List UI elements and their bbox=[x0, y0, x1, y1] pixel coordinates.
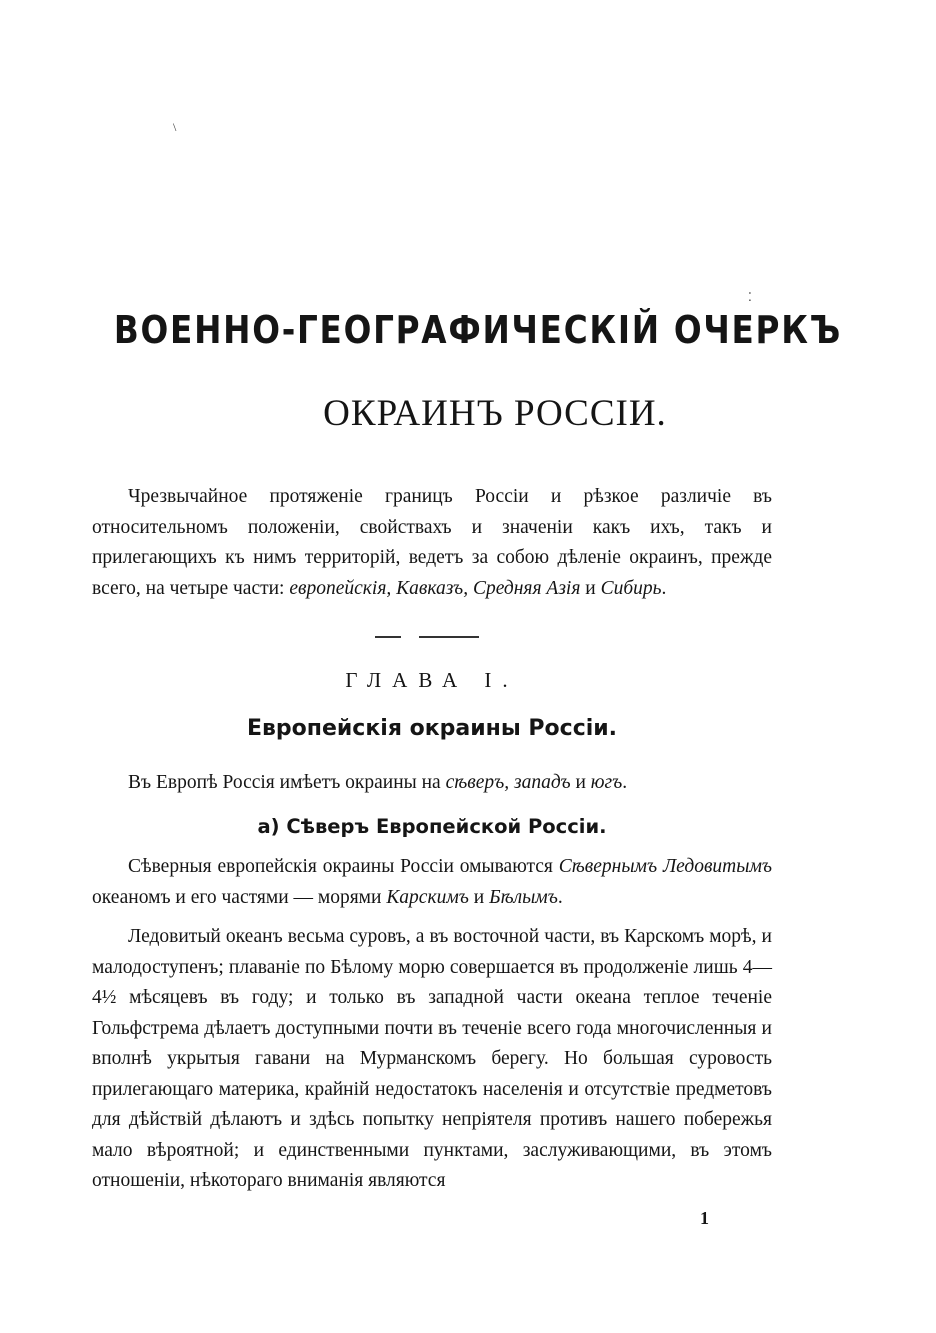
intro-paragraph bbox=[92, 482, 772, 604]
chapter-label: ГЛАВА I. bbox=[345, 668, 519, 692]
intro-end: . bbox=[661, 577, 667, 599]
intro-separator: , bbox=[463, 577, 473, 599]
ocean-paragraph: Ледовитый океанъ весьма суровъ, а въ восточной части, въ Карскомъ морѣ, и малодоступенъ; плаваніе по Бѣлому морю совершается въ продолженіе лишь 4—4½ мѣсяцевъ въ году; и только въ западной части океана теплое теченіе Гольфстрема дѣлаетъ доступными почти въ теченіе всего года многочисленныя и вполнѣ укрытыя гавани на Мурманскомъ берегу. Но большая суровость прилегающаго материка, крайній недостатокъ населенія и отсутствіе предметовъ для дѣйствій дѣлаютъ и здѣсь попытку непріятеля противъ нашего побережья мало вѣроятной; и единственными пунктами, заслуживающими, въ этомъ отношеніи, нѣкотораго вниманія являются bbox=[92, 926, 772, 1191]
europe-line-end: . bbox=[622, 772, 628, 793]
intro-part-siberia: Сибирь bbox=[600, 577, 662, 599]
north-paragraph-separator: и bbox=[468, 886, 490, 908]
intro-text: Чрезвычайное протяженіе границъ Россіи и рѣзкое различіе въ относительномъ положеніи, свойствахъ и значеніи какъ ихъ, такъ и прилегающихъ къ нимъ территорій, ведетъ за собою дѣленіе окраинъ, прежде всего, на четыре части: bbox=[92, 486, 772, 599]
north-paragraph-text: океаномъ и его частями — морями bbox=[92, 886, 387, 908]
europe-line-text: Въ Европѣ Россія имѣетъ окраины на bbox=[128, 772, 446, 793]
ocean-name: Сѣвернымъ Ледовитымъ bbox=[558, 856, 773, 877]
intro-part-caucasus: Кавказъ bbox=[396, 577, 464, 599]
border-west: западъ bbox=[514, 772, 571, 793]
europe-line-separator: , bbox=[504, 772, 514, 793]
intro-separator: , bbox=[386, 577, 397, 599]
north-paragraph-end: . bbox=[557, 886, 563, 908]
print-speck: \ bbox=[173, 120, 177, 134]
europe-line-separator: и bbox=[570, 772, 591, 793]
border-north: сѣверъ bbox=[445, 772, 505, 793]
north-paragraph-text: Сѣверныя европейскія окраины Россіи омываются bbox=[128, 856, 559, 877]
sea-name-kara: Карскимъ bbox=[386, 886, 469, 908]
intro-part-europe: европейскія bbox=[289, 577, 387, 599]
intro-part-central-asia: Средняя Азія bbox=[472, 577, 581, 599]
section-divider bbox=[375, 636, 485, 638]
europe-borders-line bbox=[92, 768, 772, 799]
page-title: ВОЕННО-ГЕОГРАФИЧЕСКІЙ ОЧЕРКЪ bbox=[113, 308, 843, 352]
page-subtitle: ОКРАИНЪ РОССІИ. bbox=[323, 393, 667, 434]
sea-name-white: Бѣлымъ bbox=[489, 886, 558, 908]
border-south: югъ bbox=[590, 772, 623, 793]
chapter-title: Европейскія окраины Россіи. bbox=[246, 716, 618, 741]
section-title: а) Сѣверъ Европейской Россіи. bbox=[257, 815, 607, 838]
print-speck: ⁚ bbox=[748, 290, 752, 304]
page-number: 1 bbox=[700, 1208, 709, 1228]
intro-separator: и bbox=[580, 577, 601, 599]
north-paragraph bbox=[92, 852, 772, 913]
